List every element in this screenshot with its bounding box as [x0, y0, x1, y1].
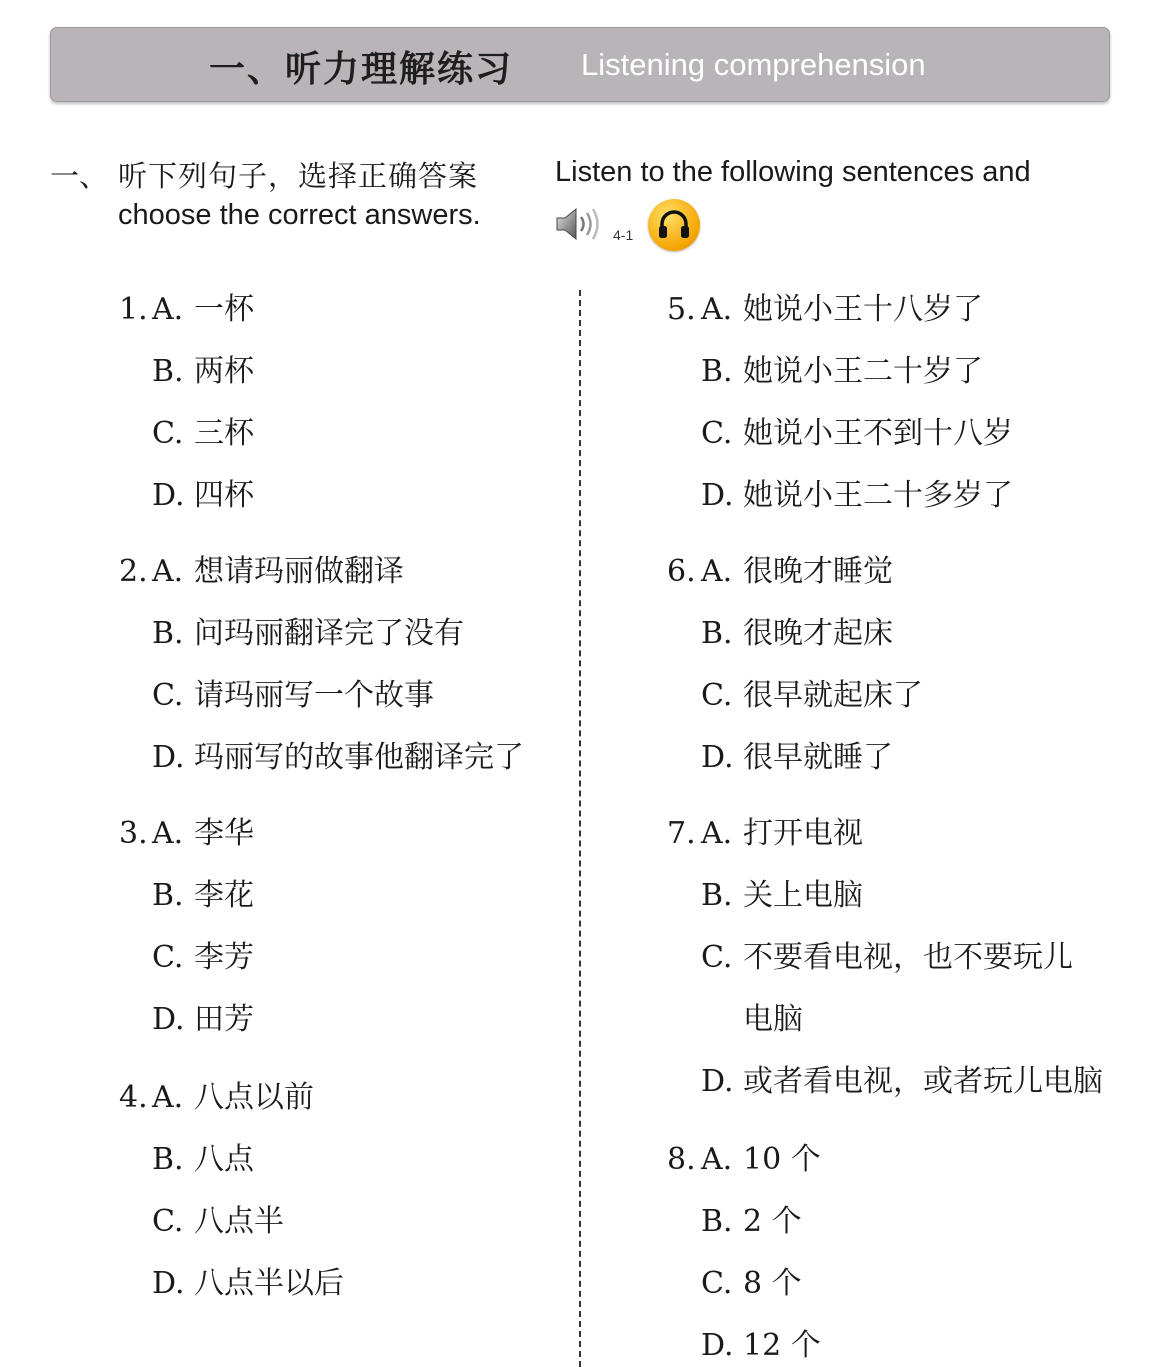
option-letter: A. [701, 816, 733, 851]
option-text: 田芳 [194, 1002, 254, 1037]
option-text: 一杯 [194, 292, 254, 327]
option-text-continued: 电脑 [743, 1002, 803, 1037]
option-text: 想请玛丽做翻译 [194, 554, 404, 589]
instruction [50, 152, 1080, 252]
instruction-en-line1: Listen to the following sentences and [555, 156, 1031, 188]
option-text: 很早就起床了 [743, 678, 923, 713]
question-number: 6. [667, 554, 696, 589]
option-letter: C. [701, 416, 733, 451]
option-letter: C. [152, 940, 184, 975]
option-text: 或者看电视，或者玩儿电脑 [743, 1064, 1103, 1099]
option-text: 很早就睡了 [743, 740, 893, 775]
instruction-number: 一、 [50, 159, 109, 193]
banner-title-cn: 一、听力理解练习 [209, 49, 514, 90]
instruction-en-line2: choose the correct answers. [118, 199, 481, 231]
option-letter: D. [152, 1266, 185, 1301]
question-number: 2. [119, 554, 148, 589]
option-letter: B. [701, 878, 733, 913]
option-letter: A. [152, 554, 184, 589]
option-letter: D. [152, 740, 185, 775]
option-letter: D. [701, 478, 734, 513]
option-letter: D. [152, 1002, 185, 1037]
headphone-icon[interactable] [648, 199, 700, 251]
option-letter: B. [152, 616, 184, 651]
option-letter: C. [152, 416, 184, 451]
option-letter: C. [701, 1266, 733, 1301]
speaker-icon[interactable] [554, 204, 606, 244]
option-text: 李华 [194, 816, 254, 851]
option-letter: A. [701, 1142, 733, 1177]
option-letter: A. [701, 554, 733, 589]
option-letter: A. [152, 292, 184, 327]
question-number: 7. [667, 816, 696, 851]
option-text: 她说小王十八岁了 [743, 292, 983, 327]
option-letter: B. [152, 1142, 184, 1177]
instruction-cn: 听下列句子，选择正确答案 [118, 159, 479, 193]
option-text: 李芳 [194, 940, 254, 975]
question-number: 5. [667, 292, 696, 327]
question-number: 4. [119, 1080, 148, 1115]
section-banner [50, 27, 1110, 102]
question-number: 8. [667, 1142, 696, 1177]
option-text: 不要看电视，也不要玩儿 [743, 940, 1073, 975]
option-text: 四杯 [194, 478, 254, 513]
option-text: 问玛丽翻译完了没有 [194, 616, 464, 651]
option-letter: A. [152, 816, 184, 851]
option-letter: B. [701, 1204, 733, 1239]
column-divider [579, 290, 581, 1367]
option-text: 玛丽写的故事他翻译完了 [194, 740, 524, 775]
option-text: 12 个 [743, 1328, 821, 1363]
option-letter: C. [152, 678, 184, 713]
option-text: 10 个 [743, 1142, 821, 1177]
banner-title-en: Listening comprehension [581, 47, 926, 82]
option-letter: D. [701, 1064, 734, 1099]
option-letter: D. [701, 740, 734, 775]
option-text: 很晚才睡觉 [743, 554, 893, 589]
option-text: 两杯 [194, 354, 254, 389]
option-letter: B. [152, 354, 184, 389]
track-number: 4-1 [613, 227, 634, 243]
option-letter: C. [152, 1204, 184, 1239]
option-text: 八点以前 [194, 1080, 314, 1115]
option-text: 李花 [194, 878, 254, 913]
option-letter: B. [701, 354, 733, 389]
option-text: 很晚才起床 [743, 616, 893, 651]
option-text: 八点 [194, 1142, 254, 1177]
option-text: 三杯 [194, 416, 254, 451]
option-letter: D. [701, 1328, 734, 1363]
option-letter: D. [152, 478, 185, 513]
option-text: 她说小王二十多岁了 [743, 478, 1013, 513]
option-letter: C. [701, 678, 733, 713]
option-text: 她说小王不到十八岁 [743, 416, 1013, 451]
option-letter: A. [152, 1080, 184, 1115]
option-text: 8 个 [743, 1266, 802, 1301]
option-letter: A. [701, 292, 733, 327]
option-text: 她说小王二十岁了 [743, 354, 983, 389]
option-text: 2 个 [743, 1204, 802, 1239]
question-number: 3. [119, 816, 148, 851]
option-text: 打开电视 [743, 816, 863, 851]
option-letter: B. [152, 878, 184, 913]
question-number: 1. [119, 292, 148, 327]
option-text: 关上电脑 [743, 878, 863, 913]
option-text: 八点半 [194, 1204, 284, 1239]
option-letter: C. [701, 940, 733, 975]
option-letter: B. [701, 616, 733, 651]
option-text: 八点半以后 [194, 1266, 344, 1301]
option-text: 请玛丽写一个故事 [194, 678, 434, 713]
